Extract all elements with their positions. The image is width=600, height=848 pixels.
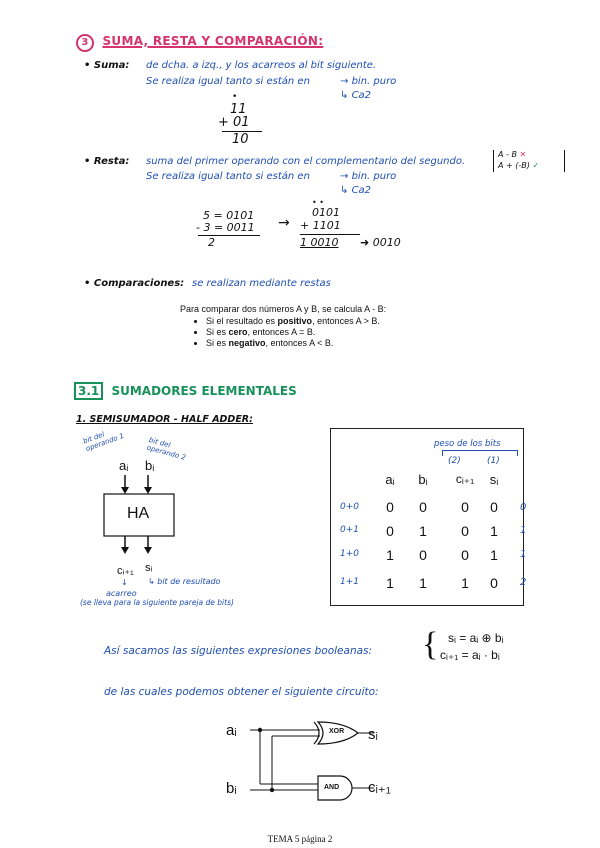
list-item: • Si el resultado es positivo, entonces A > B. (206, 316, 386, 326)
resta-right-line (300, 234, 360, 235)
resta-line1: suma del primer operando con el complementario del segundo. (146, 156, 466, 167)
tt-header: bᵢ (418, 472, 428, 487)
section-number: 3 (76, 34, 94, 52)
expresiones-text: Así sacamos las siguientes expresiones booleanas: (104, 645, 373, 657)
comparaciones-intro: Para comparar dos números A y B, se calcula A - B: (180, 304, 387, 314)
brace-icon: { (422, 626, 439, 663)
tt-cell: 0 (419, 547, 427, 563)
resta-line2: Se realiza igual tanto si están en (146, 171, 310, 182)
resta-carries: • • (312, 198, 324, 207)
circuit-input-bi: bᵢ (226, 780, 237, 797)
list-item: • Si es negativo, entonces A < B. (206, 338, 386, 348)
tt-row-left: 0+1 (340, 525, 359, 535)
ha-output-ci1: cᵢ₊₁ (117, 565, 134, 577)
tt-cell: 0 (490, 575, 498, 591)
resta-opt1: → bin. puro (340, 171, 397, 182)
resta-right1: 0101 (312, 206, 340, 219)
tt-cell: 0 (386, 499, 394, 515)
carry-note2: (se lleva para la siguiente pareja de bits) (80, 598, 234, 607)
resta-left2: - 3 = 0011 (196, 221, 255, 234)
suma-result: 10 (232, 132, 249, 147)
resta-left3: 2 (208, 236, 215, 249)
tt-row-right: 2 (520, 577, 527, 588)
section-31-title (74, 384, 297, 398)
tt-row-right: 1 (520, 549, 527, 560)
circuit-output-si: sᵢ (368, 726, 378, 743)
resta-note1: A - B ✕ (498, 150, 527, 159)
bit-op1-note: bit del operando 1 (82, 430, 126, 454)
tt-cell: 0 (461, 499, 469, 515)
suma-line1: de dcha. a izq., y los acarreos al bit siguiente. (146, 60, 377, 71)
tt-cell: 1 (490, 547, 498, 563)
down-arrow-icon: ↓ (121, 578, 128, 587)
tt-header: sᵢ (489, 472, 499, 487)
tt-weight-label: peso de los bits (434, 439, 501, 449)
resta-final: ➜ 0010 (360, 236, 401, 249)
section-3-title (76, 34, 323, 52)
check-icon: ✓ (532, 161, 540, 170)
circuit-input-ai: aᵢ (226, 722, 237, 739)
tt-row-right: 1 (520, 525, 527, 536)
xor-gate-label: XOR (329, 728, 345, 735)
tt-cell: 0 (461, 523, 469, 539)
bit-op2-note: bit del operando 2 (145, 436, 187, 462)
circuito-text: de las cuales podemos obtener el siguiente circuito: (104, 686, 379, 698)
tt-cell: 0 (490, 499, 498, 515)
tt-header: cᵢ₊₁ (455, 472, 475, 486)
result-bit-note: ↳ bit de resultado (148, 577, 221, 586)
comparaciones-label: • Comparaciones: (84, 278, 185, 289)
tt-cell: 1 (490, 523, 498, 539)
tt-cell: 0 (419, 499, 427, 515)
resta-opt2: ↳ Ca2 (340, 185, 372, 196)
resta-right3: 1 0010 (300, 236, 339, 249)
resta-right2: + 1101 (300, 219, 341, 232)
suma-carry: • (232, 92, 238, 102)
carry-note: acarreo (106, 589, 137, 598)
suma-line2: Se realiza igual tanto si están en (146, 76, 310, 87)
suma-op2: + 01 (218, 115, 250, 130)
equation-sum: sᵢ = aᵢ ⊕ bᵢ (448, 631, 504, 645)
resta-note2: A + (-B) ✓ (498, 161, 540, 170)
ha-input-ai: aᵢ (119, 458, 129, 473)
suma-op1: 11 (230, 102, 247, 117)
resta-arrow: → (278, 215, 290, 231)
ha-block-label: HA (127, 505, 150, 522)
tt-cell: 0 (461, 547, 469, 563)
resta-left1: 5 = 0101 (203, 209, 255, 222)
page-footer: TEMA 5 página 2 (267, 834, 333, 844)
ha-input-bi: bᵢ (145, 458, 155, 473)
semisumador-title: 1. SEMISUMADOR - HALF ADDER: (76, 414, 253, 425)
tt-row-left: 0+0 (340, 502, 359, 512)
tt-row-left: 1+0 (340, 549, 359, 559)
ha-output-si: sᵢ (145, 562, 153, 574)
tt-cell: 1 (419, 575, 427, 591)
comparaciones-list (180, 316, 386, 348)
suma-label: • Suma: (84, 60, 130, 71)
resta-label: • Resta: (84, 156, 130, 167)
equation-carry: cᵢ₊₁ = aᵢ · bᵢ (440, 648, 500, 662)
tt-header: aᵢ (385, 472, 395, 487)
section-title-text: SUMADORES ELEMENTALES (111, 384, 297, 398)
section-title-text: SUMA, RESTA Y COMPARACIÓN: (102, 34, 324, 48)
suma-opt2: ↳ Ca2 (340, 90, 372, 101)
tt-row-left: 1+1 (340, 577, 359, 587)
cross-icon: ✕ (519, 150, 527, 159)
circuit-output-ci1: cᵢ₊₁ (368, 779, 391, 796)
tt-cell: 1 (461, 575, 469, 591)
comparaciones-desc: se realizan mediante restas (192, 278, 331, 289)
tt-cell: 0 (386, 523, 394, 539)
circuit-diagram (240, 712, 380, 802)
tt-cell: 1 (419, 523, 427, 539)
tt-weight-1: (1) (487, 456, 500, 466)
tt-row-right: 0 (520, 502, 527, 513)
section-number: 3.1 (74, 382, 103, 400)
tt-weight-2: (2) (448, 456, 461, 466)
list-item: • Si es cero, entonces A = B. (206, 327, 386, 337)
tt-cell: 1 (386, 575, 394, 591)
suma-opt1: → bin. puro (340, 76, 397, 87)
and-gate-label: AND (324, 784, 340, 791)
tt-cell: 1 (386, 547, 394, 563)
comparaciones-note (180, 304, 386, 349)
